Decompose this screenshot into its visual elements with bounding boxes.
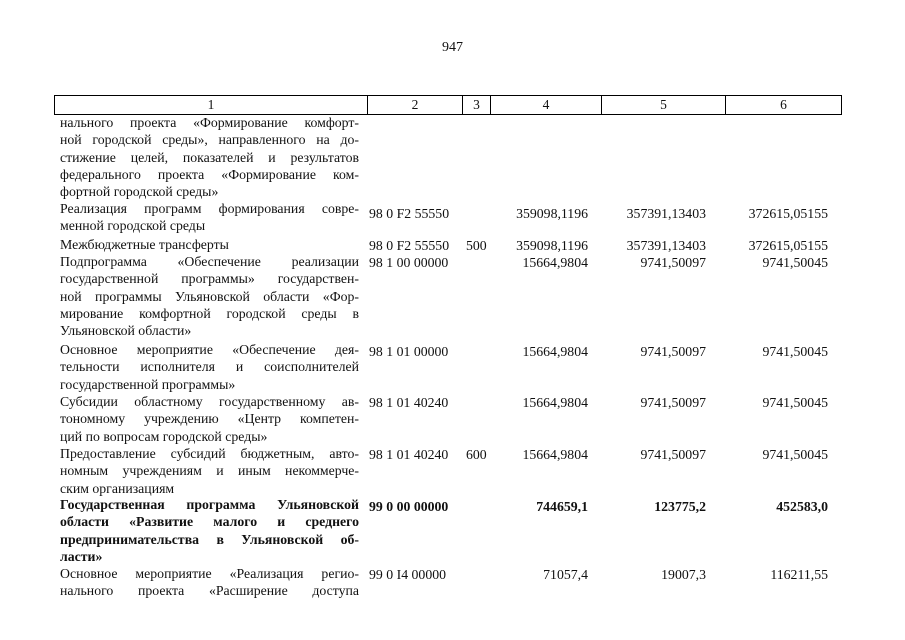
row-value-5: 19007,3 bbox=[661, 567, 706, 582]
row-expense-type: 500 bbox=[466, 238, 487, 253]
row-code: 98 1 01 00000 bbox=[369, 344, 449, 359]
row-value-6: 9741,50045 bbox=[762, 344, 828, 359]
continued-line: ной городской среды», направленного на до- bbox=[60, 132, 359, 148]
row-value-6: 9741,50045 bbox=[762, 255, 828, 270]
description-line: Основное мероприятие «Реализация регио- bbox=[60, 566, 359, 581]
row-value-5: 9741,50097 bbox=[640, 255, 706, 270]
description-line: Предоставление субсидий бюджетным, авто- bbox=[60, 446, 359, 461]
description-line: Основное мероприятие «Обеспечение дея- bbox=[60, 342, 359, 357]
description-line: Реализация программ формирования совре- bbox=[60, 201, 359, 216]
row-value-6: 116211,55 bbox=[770, 567, 828, 582]
header-col-5: 5 bbox=[602, 96, 726, 114]
header-col-4: 4 bbox=[491, 96, 602, 114]
row-value-6: 9741,50045 bbox=[762, 447, 828, 462]
description-line: Субсидии областному государственному ав- bbox=[60, 394, 359, 409]
description-line: государственной программы» bbox=[60, 376, 236, 392]
row-value-4: 15664,9804 bbox=[522, 395, 588, 410]
row-value-4: 359098,1196 bbox=[516, 206, 588, 221]
row-code: 99 0 00 00000 bbox=[369, 499, 449, 514]
continued-line: фортной городской среды» bbox=[60, 184, 219, 200]
description-line: менной городской среды bbox=[60, 218, 206, 234]
description-line: Подпрограмма «Обеспечение реализации bbox=[60, 254, 359, 269]
row-value-6: 9741,50045 bbox=[762, 395, 828, 410]
row-value-5: 357391,13403 bbox=[626, 238, 706, 253]
header-col-6: 6 bbox=[780, 97, 787, 112]
description-line: ласти» bbox=[60, 548, 103, 564]
row-value-5: 9741,50097 bbox=[640, 344, 706, 359]
table-row-description bbox=[60, 496, 359, 565]
page-number: 947 bbox=[442, 40, 463, 55]
row-value-4: 71057,4 bbox=[543, 567, 588, 582]
description-line: нального проекта «Расширение доступа bbox=[60, 583, 359, 599]
continued-description bbox=[60, 114, 359, 200]
description-line: государственной программы» государствен- bbox=[60, 271, 359, 287]
table-header-row bbox=[54, 95, 842, 115]
description-line: тономному учреждению «Центр компетен- bbox=[60, 411, 359, 427]
description-line: ций по вопросам городской среды» bbox=[60, 428, 268, 444]
description-line: ским организациям bbox=[60, 480, 175, 496]
table-row-description bbox=[60, 341, 359, 393]
table-row-description bbox=[60, 445, 359, 497]
row-value-4: 15664,9804 bbox=[522, 255, 588, 270]
description-line: ной программы Ульяновской области «Фор- bbox=[60, 288, 359, 304]
row-value-6: 372615,05155 bbox=[748, 238, 828, 253]
row-code: 98 1 01 40240 bbox=[369, 395, 449, 410]
row-code: 98 0 F2 55550 bbox=[369, 238, 450, 253]
row-value-5: 9741,50097 bbox=[640, 395, 706, 410]
header-col-1: 1 bbox=[55, 96, 368, 114]
continued-line: федерального проекта «Формирование ком- bbox=[60, 166, 359, 182]
row-value-4: 15664,9804 bbox=[522, 344, 588, 359]
row-code: 98 1 00 00000 bbox=[369, 255, 449, 270]
row-code: 98 0 F2 55550 bbox=[369, 206, 450, 221]
row-code: 98 1 01 40240 bbox=[369, 447, 449, 462]
header-col-3: 3 bbox=[463, 96, 491, 114]
description-line: номным учреждениям и иным некоммерче- bbox=[60, 463, 359, 479]
row-code: 99 0 I4 00000 bbox=[369, 567, 447, 582]
description-line: Государственная программа Ульяновской bbox=[60, 497, 359, 512]
description-line: Ульяновской области» bbox=[60, 323, 192, 339]
description-line: тельности исполнителя и соисполнителей bbox=[60, 359, 359, 375]
row-value-4: 359098,1196 bbox=[516, 238, 588, 253]
row-value-5: 123775,2 bbox=[654, 499, 706, 514]
description-line: мирование комфортной городской среды в bbox=[60, 305, 359, 321]
table-row-description bbox=[60, 253, 359, 339]
description-line: предпринимательства в Ульяновской об- bbox=[60, 531, 359, 547]
table-row-description bbox=[60, 393, 359, 445]
row-value-6: 372615,05155 bbox=[748, 206, 828, 221]
row-expense-type: 600 bbox=[466, 447, 487, 462]
row-value-6: 452583,0 bbox=[776, 499, 828, 514]
row-value-5: 9741,50097 bbox=[640, 447, 706, 462]
description-line: Межбюджетные трансферты bbox=[60, 237, 229, 252]
table-row-description bbox=[60, 565, 359, 600]
continued-line: нального проекта «Формирование комфорт- bbox=[60, 115, 359, 130]
continued-line: стижение целей, показателей и результатов bbox=[60, 149, 359, 165]
description-line: области «Развитие малого и среднего bbox=[60, 514, 359, 530]
table-row-description bbox=[60, 236, 359, 253]
header-col-2: 2 bbox=[368, 96, 463, 114]
row-value-5: 357391,13403 bbox=[626, 206, 706, 221]
table-row-description bbox=[60, 200, 359, 235]
row-value-4: 15664,9804 bbox=[522, 447, 588, 462]
row-value-4: 744659,1 bbox=[536, 499, 588, 514]
